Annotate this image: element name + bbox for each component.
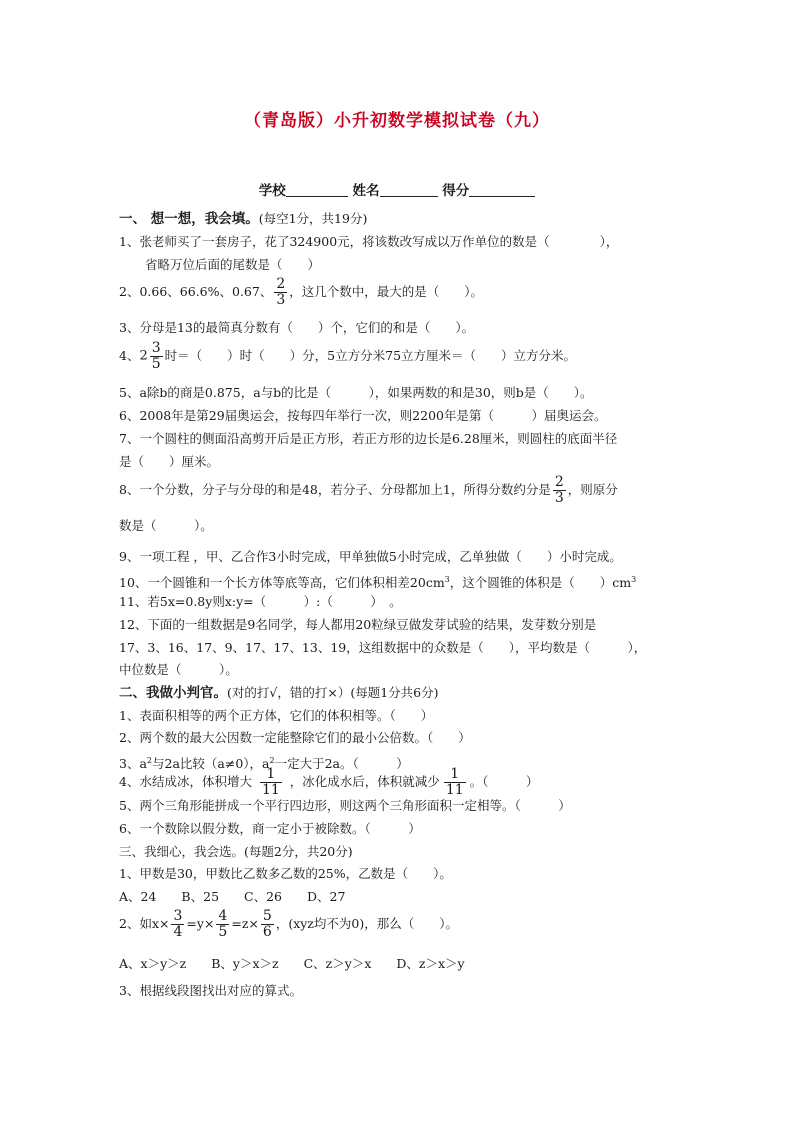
fraction: $\frac{2}{3}$ bbox=[276, 276, 286, 308]
s1-question-7: 7、一个圆柱的侧面沿高剪开后是正方形，若正方形的边长是6.28厘米，则圆柱的底面半径 bbox=[119, 431, 618, 446]
s1-question-6: 6、2008年是第29届奥运会，按每四年举行一次，则2200年是第（ ）届奥运会。 bbox=[119, 408, 607, 423]
s2-question-6: 6、一个数除以假分数，商一定小于被除数。（ ） bbox=[119, 821, 421, 836]
s1-question-5: 5、a除b的商是0.875，a与b的比是（ ），如果两数的和是30，则b是（ ）。 bbox=[119, 385, 593, 400]
fraction: $\frac{3}{4}$ bbox=[173, 908, 183, 940]
section-1-heading: 一、 想一想，我会填。(每空1分，共19分) bbox=[119, 211, 368, 227]
s3-question-3: 3、根据线段图找出对应的算式。 bbox=[119, 983, 302, 998]
s1-question-11: 11、若5x=0.8y则x:y=（ ）:（ ） 。 bbox=[119, 594, 402, 609]
s1-question-4: 4、2 $\frac{3}{5}$ 时＝（ ）时（ ）分，5立方分米75立方厘米＝（ ）立方分米。 bbox=[119, 340, 577, 372]
fraction: $\frac{5}{6}$ bbox=[262, 908, 272, 940]
s2-question-4: 4、水结成冰，体积增大 $\frac{1}{11}$ ，冰化成水后，体积就减少 $\frac{1}{11}$ 。（ ） bbox=[119, 766, 539, 798]
score-blank[interactable] bbox=[469, 182, 535, 197]
s1-question-1: 1、张老师买了一套房子，花了324900元，将该数改写成以万作单位的数是（ ）， bbox=[119, 234, 619, 249]
score-label: 得分 bbox=[442, 183, 470, 199]
s1-question-7-cont: 是（ ）厘米。 bbox=[119, 454, 220, 469]
s1-question-10: 10、一个圆锥和一个长方体等底等高，它们体积相差$20cm^3$，这个圆锥的体积是（ ）$cm^3$ bbox=[119, 575, 637, 590]
section-2-heading: 二、我做小判官。(对的打√，错的打×）(每题1分共6分) bbox=[119, 685, 439, 701]
s2-question-1: 1、表面积相等的两个正方体，它们的体积相等。（ ） bbox=[119, 708, 434, 723]
s1-question-1-cont: 省略万位后面的尾数是（ ） bbox=[145, 257, 321, 272]
fraction: $\frac{1}{11}$ bbox=[261, 766, 280, 798]
exam-title: （青岛版）小升初数学模拟试卷（九） bbox=[244, 111, 550, 131]
s1-question-9: 9、一项工程 ，甲、乙合作3小时完成，甲单独做5小时完成，乙单独做（ ）小时完成。 bbox=[119, 549, 622, 564]
s2-question-5: 5、两个三角形能拼成一个平行四边形，则这两个三角形面积一定相等。（ ） bbox=[119, 798, 571, 813]
school-blank[interactable] bbox=[286, 182, 348, 197]
student-info-line bbox=[0, 179, 794, 199]
s3-question-1-options: A、24 B、25 C、26 D、27 bbox=[119, 889, 346, 904]
s1-question-3: 3、分母是13的最简真分数有（ ）个，它们的和是（ ）。 bbox=[119, 320, 475, 335]
fraction: $\frac{4}{5}$ bbox=[218, 908, 228, 940]
s2-question-3: 3、$a^2$与2a比较（a≠0），$a^2$一定大于2a。（ ） bbox=[119, 756, 409, 771]
section-3-heading: 三、我细心，我会选。(每题2分，共20分) bbox=[119, 844, 353, 859]
s1-question-12-cont2: 中位数是（ ）。 bbox=[119, 662, 238, 677]
s1-question-2: 2、0.66、66.6%、0.67、 $\frac{2}{3}$ ，这几个数中，最大的是（ ）。 bbox=[119, 276, 484, 308]
s1-question-12-cont: 17、3、16、17、9、17、17、13、19，这组数据中的众数是（ ），平均数是（ ）， bbox=[119, 640, 647, 655]
s3-question-2-options: A、x＞y＞z B、y＞x＞z C、z＞y＞x D、z＞x＞y bbox=[119, 956, 465, 971]
name-blank[interactable] bbox=[380, 182, 438, 197]
s1-question-8-cont: 数是（ ）。 bbox=[119, 518, 213, 533]
fraction: $\frac{1}{11}$ bbox=[445, 766, 464, 798]
fraction: $\frac{3}{5}$ bbox=[151, 340, 161, 372]
s1-question-12: 12、下面的一组数据是9名同学，每人都用20粒绿豆做发芽试验的结果，发芽数分别是 bbox=[119, 617, 597, 632]
s3-question-2: 2、如x× $\frac{3}{4}$ =y× $\frac{4}{5}$ =z× $\frac{5}{6}$ ，(xyz均不为0)，那么（ ）。 bbox=[119, 908, 458, 940]
school-label: 学校 bbox=[258, 183, 286, 199]
s2-question-2: 2、两个数的最大公因数一定能整除它们的最小公倍数。（ ） bbox=[119, 730, 471, 745]
fraction: $\frac{2}{3}$ bbox=[554, 474, 564, 506]
name-label: 姓名 bbox=[352, 183, 380, 199]
s1-question-8: 8、一个分数，分子与分母的和是48，若分子、分母都加上1，所得分数约分是 $\frac{2}{3}$ ，则原分 bbox=[119, 474, 618, 506]
s3-question-1: 1、甲数是30，甲数比乙数多乙数的25%，乙数是（ ）。 bbox=[119, 866, 452, 881]
